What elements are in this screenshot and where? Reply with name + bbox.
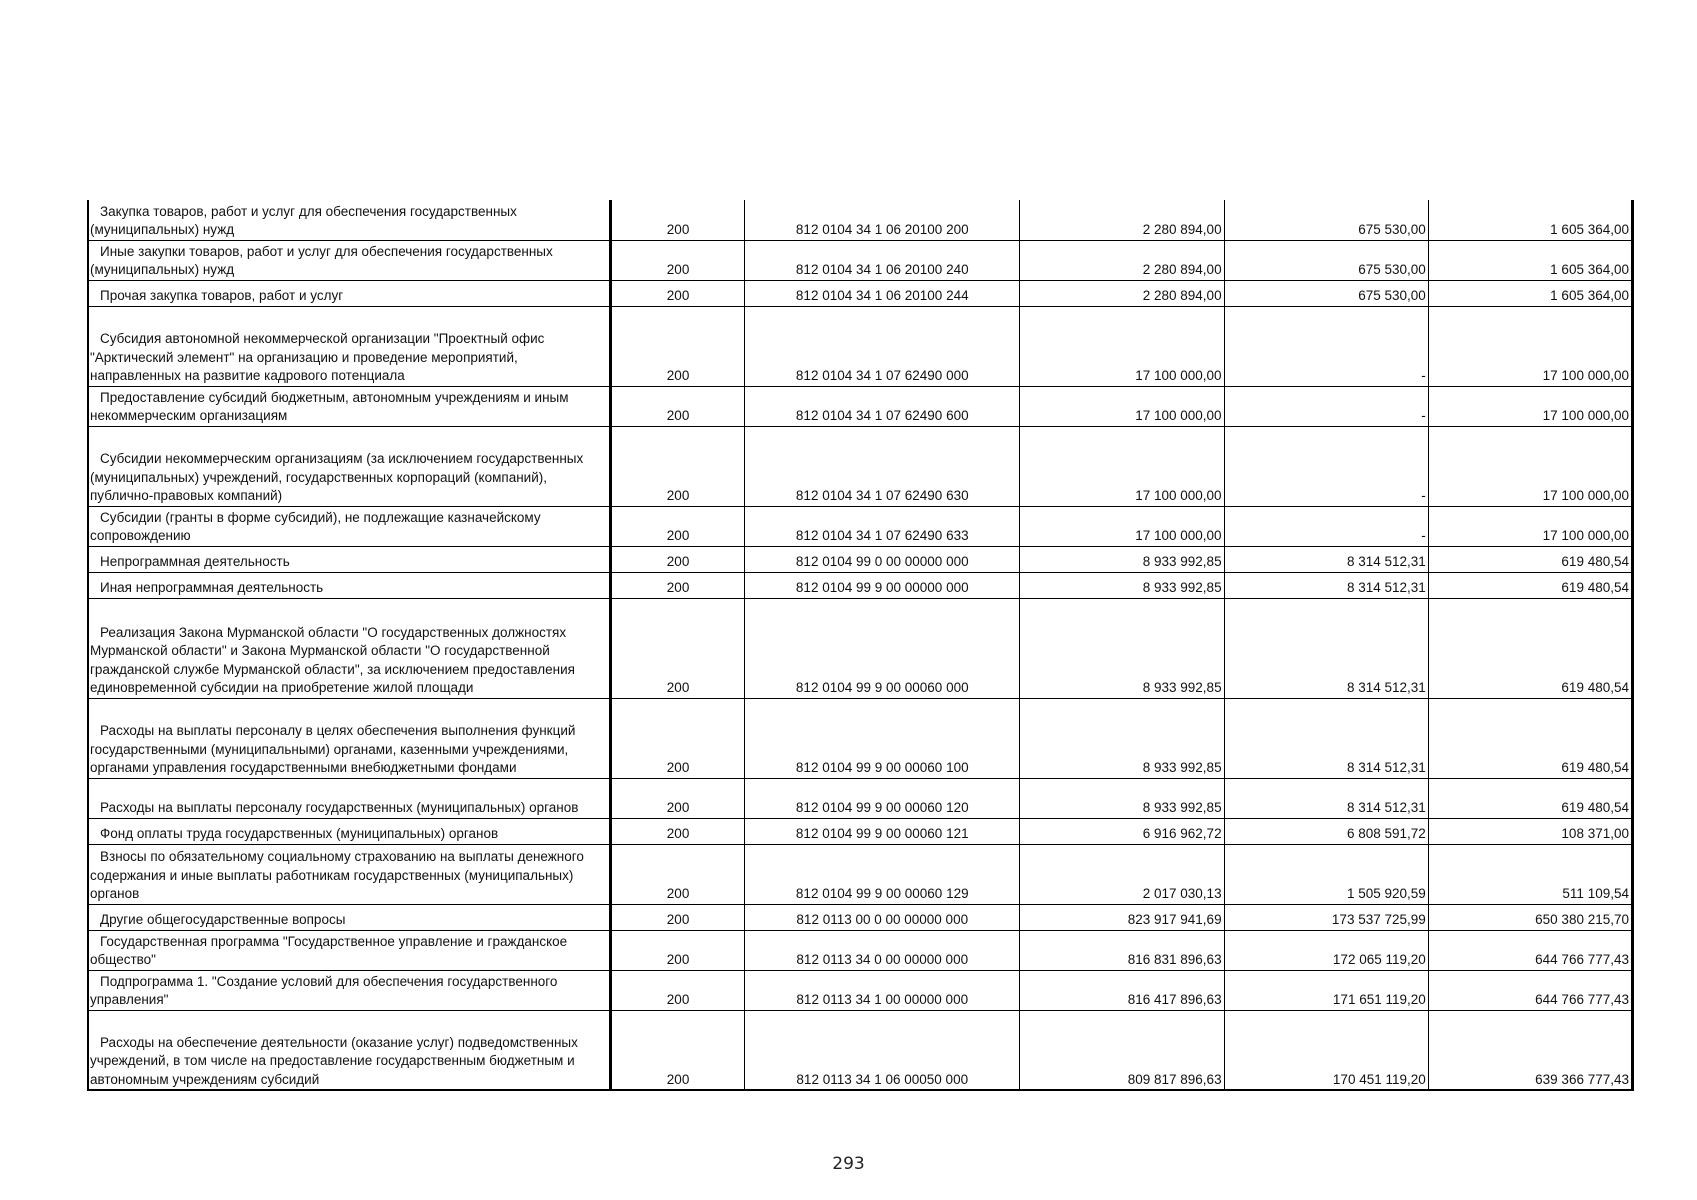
row-unexecuted-cell: 17 100 000,00 xyxy=(1428,306,1632,386)
table-row xyxy=(88,546,1633,572)
row-approved-cell: 8 933 992,85 xyxy=(1020,546,1224,572)
row-executed-cell: - xyxy=(1224,306,1428,386)
row-approved-cell: 8 933 992,85 xyxy=(1020,698,1224,778)
row-kbk-cell: 812 0113 00 0 00 00000 000 xyxy=(745,904,1020,930)
row-kbk-cell: 812 0104 99 9 00 00060 100 xyxy=(745,698,1020,778)
row-executed-cell: 675 530,00 xyxy=(1224,280,1428,306)
row-code-cell: 200 xyxy=(611,1010,745,1090)
row-code-cell: 200 xyxy=(611,970,745,1010)
row-approved-cell: 17 100 000,00 xyxy=(1020,386,1224,426)
row-code-cell: 200 xyxy=(611,598,745,698)
row-code-cell: 200 xyxy=(611,426,745,506)
row-kbk-cell: 812 0104 34 1 07 62490 630 xyxy=(745,426,1020,506)
row-kbk-cell: 812 0104 34 1 06 20100 240 xyxy=(745,240,1020,280)
row-executed-cell: 1 505 920,59 xyxy=(1224,844,1428,904)
row-name-text: Субсидия автономной некоммерческой организации "Проектный офис "Арктический элемент" на организацию и проведение мероприятий, направленных на развитие кадрового потенциала xyxy=(90,331,545,383)
row-executed-cell: 172 065 119,20 xyxy=(1224,930,1428,970)
table-row xyxy=(88,200,1633,240)
row-approved-cell: 2 017 030,13 xyxy=(1020,844,1224,904)
row-name-cell xyxy=(88,426,611,506)
table-row xyxy=(88,904,1633,930)
row-unexecuted-cell: 17 100 000,00 xyxy=(1428,506,1632,546)
row-executed-cell: 8 314 512,31 xyxy=(1224,572,1428,598)
table-row xyxy=(88,280,1633,306)
row-unexecuted-cell: 639 366 777,43 xyxy=(1428,1010,1632,1090)
row-executed-cell: 8 314 512,31 xyxy=(1224,598,1428,698)
row-unexecuted-cell: 108 371,00 xyxy=(1428,818,1632,844)
row-name-cell xyxy=(88,930,611,970)
row-approved-cell: 6 916 962,72 xyxy=(1020,818,1224,844)
row-code-cell: 200 xyxy=(611,506,745,546)
table-row xyxy=(88,426,1633,506)
row-code-cell: 200 xyxy=(611,200,745,240)
row-kbk-cell: 812 0104 99 9 00 00060 000 xyxy=(745,598,1020,698)
row-name-cell xyxy=(88,818,611,844)
row-name-text: Субсидии (гранты в форме субсидий), не подлежащие казначейскому сопровождению xyxy=(90,509,541,543)
row-executed-cell: 8 314 512,31 xyxy=(1224,778,1428,818)
row-kbk-cell: 812 0104 99 9 00 00060 120 xyxy=(745,778,1020,818)
row-kbk-cell: 812 0104 34 1 06 20100 244 xyxy=(745,280,1020,306)
row-kbk-cell: 812 0113 34 1 00 00000 000 xyxy=(745,970,1020,1010)
row-approved-cell: 2 280 894,00 xyxy=(1020,200,1224,240)
row-kbk-cell: 812 0104 99 9 00 00060 129 xyxy=(745,844,1020,904)
row-approved-cell: 17 100 000,00 xyxy=(1020,426,1224,506)
row-unexecuted-cell: 511 109,54 xyxy=(1428,844,1632,904)
row-kbk-cell: 812 0104 34 1 06 20100 200 xyxy=(745,200,1020,240)
row-code-cell: 200 xyxy=(611,546,745,572)
row-name-text: Фонд оплаты труда государственных (муниципальных) органов xyxy=(100,826,499,841)
row-code-cell: 200 xyxy=(611,930,745,970)
row-kbk-cell: 812 0113 34 0 00 00000 000 xyxy=(745,930,1020,970)
row-name-cell xyxy=(88,778,611,818)
row-name-cell xyxy=(88,506,611,546)
table-row xyxy=(88,386,1633,426)
table-row xyxy=(88,240,1633,280)
row-name-text: Прочая закупка товаров, работ и услуг xyxy=(100,288,344,303)
row-code-cell: 200 xyxy=(611,572,745,598)
row-name-text: Иная непрограммная деятельность xyxy=(100,580,324,595)
row-executed-cell: - xyxy=(1224,426,1428,506)
row-kbk-cell: 812 0104 99 9 00 00000 000 xyxy=(745,572,1020,598)
row-unexecuted-cell: 619 480,54 xyxy=(1428,546,1632,572)
row-name-cell xyxy=(88,546,611,572)
row-code-cell: 200 xyxy=(611,844,745,904)
row-name-cell xyxy=(88,698,611,778)
row-name-text: Расходы на выплаты персоналу государственных (муниципальных) органов xyxy=(100,800,579,815)
row-code-cell: 200 xyxy=(611,280,745,306)
row-unexecuted-cell: 619 480,54 xyxy=(1428,698,1632,778)
row-kbk-cell: 812 0104 99 0 00 00000 000 xyxy=(745,546,1020,572)
row-name-text: Субсидии некоммерческим организациям (за исключением государственных (муниципальных) учреждений, государственных корпораций (компаний), публично-правовых компаний) xyxy=(90,451,584,503)
row-name-text: Непрограммная деятельность xyxy=(100,554,290,569)
row-name-text: Закупка товаров, работ и услуг для обеспечения государственных (муниципальных) нужд xyxy=(90,203,517,237)
row-name-text: Государственная программа "Государственное управление и гражданское общество" xyxy=(90,933,568,967)
row-name-cell xyxy=(88,598,611,698)
row-unexecuted-cell: 17 100 000,00 xyxy=(1428,386,1632,426)
table-row xyxy=(88,818,1633,844)
row-executed-cell: 8 314 512,31 xyxy=(1224,546,1428,572)
row-kbk-cell: 812 0104 34 1 07 62490 633 xyxy=(745,506,1020,546)
row-executed-cell: 173 537 725,99 xyxy=(1224,904,1428,930)
page-number: 293 xyxy=(832,1154,865,1174)
row-executed-cell: 170 451 119,20 xyxy=(1224,1010,1428,1090)
row-name-cell xyxy=(88,572,611,598)
row-unexecuted-cell: 619 480,54 xyxy=(1428,598,1632,698)
row-name-text: Взносы по обязательному социальному страхованию на выплаты денежного содержания и иные выплаты работникам государственных (муниципальных) органов xyxy=(90,849,584,901)
row-executed-cell: - xyxy=(1224,506,1428,546)
row-name-cell xyxy=(88,386,611,426)
row-name-text: Иные закупки товаров, работ и услуг для обеспечения государственных (муниципальных) нужд xyxy=(90,243,553,277)
row-code-cell: 200 xyxy=(611,904,745,930)
row-code-cell: 200 xyxy=(611,306,745,386)
row-approved-cell: 8 933 992,85 xyxy=(1020,778,1224,818)
row-unexecuted-cell: 619 480,54 xyxy=(1428,778,1632,818)
table-row xyxy=(88,506,1633,546)
row-approved-cell: 816 831 896,63 xyxy=(1020,930,1224,970)
table-row xyxy=(88,698,1633,778)
row-executed-cell: 675 530,00 xyxy=(1224,240,1428,280)
table-row xyxy=(88,598,1633,698)
row-unexecuted-cell: 650 380 215,70 xyxy=(1428,904,1632,930)
row-approved-cell: 8 933 992,85 xyxy=(1020,572,1224,598)
row-code-cell: 200 xyxy=(611,240,745,280)
row-name-text: Другие общегосударственные вопросы xyxy=(100,912,346,927)
row-kbk-cell: 812 0113 34 1 06 00050 000 xyxy=(745,1010,1020,1090)
row-name-cell xyxy=(88,970,611,1010)
row-name-text: Предоставление субсидий бюджетным, автономным учреждениям и иным некоммерческим организациям xyxy=(90,389,569,423)
row-approved-cell: 2 280 894,00 xyxy=(1020,240,1224,280)
row-executed-cell: 8 314 512,31 xyxy=(1224,698,1428,778)
row-name-cell xyxy=(88,904,611,930)
row-approved-cell: 823 917 941,69 xyxy=(1020,904,1224,930)
table-row xyxy=(88,572,1633,598)
row-approved-cell: 17 100 000,00 xyxy=(1020,306,1224,386)
budget-execution-table xyxy=(87,200,1634,1091)
row-name-text: Подпрограмма 1. "Создание условий для обеспечения государственного управления" xyxy=(90,973,558,1007)
row-code-cell: 200 xyxy=(611,818,745,844)
row-unexecuted-cell: 644 766 777,43 xyxy=(1428,970,1632,1010)
row-name-cell xyxy=(88,280,611,306)
row-name-text: Реализация Закона Мурманской области "О государственных должностях Мурманской области" и Закона Мурманской области "О государственной гражданской службе Мурманской области", за исключением предоставления единовременной субсидии на приобретение жилой площади xyxy=(90,624,575,695)
row-name-cell xyxy=(88,306,611,386)
row-name-cell xyxy=(88,1010,611,1090)
row-approved-cell: 809 817 896,63 xyxy=(1020,1010,1224,1090)
row-approved-cell: 17 100 000,00 xyxy=(1020,506,1224,546)
row-kbk-cell: 812 0104 34 1 07 62490 000 xyxy=(745,306,1020,386)
row-executed-cell: - xyxy=(1224,386,1428,426)
row-executed-cell: 6 808 591,72 xyxy=(1224,818,1428,844)
table-row xyxy=(88,844,1633,904)
row-unexecuted-cell: 619 480,54 xyxy=(1428,572,1632,598)
row-unexecuted-cell: 1 605 364,00 xyxy=(1428,240,1632,280)
row-code-cell: 200 xyxy=(611,778,745,818)
row-unexecuted-cell: 1 605 364,00 xyxy=(1428,200,1632,240)
row-executed-cell: 171 651 119,20 xyxy=(1224,970,1428,1010)
table-row xyxy=(88,306,1633,386)
row-kbk-cell: 812 0104 34 1 07 62490 600 xyxy=(745,386,1020,426)
row-approved-cell: 816 417 896,63 xyxy=(1020,970,1224,1010)
row-approved-cell: 8 933 992,85 xyxy=(1020,598,1224,698)
row-name-cell xyxy=(88,200,611,240)
row-unexecuted-cell: 644 766 777,43 xyxy=(1428,930,1632,970)
row-name-text: Расходы на выплаты персоналу в целях обеспечения выполнения функций государственными (муниципальными) органами, казенными учреждениями, органами управления государственными внебюджетными фондами xyxy=(90,723,576,775)
row-executed-cell: 675 530,00 xyxy=(1224,200,1428,240)
row-approved-cell: 2 280 894,00 xyxy=(1020,280,1224,306)
table-row xyxy=(88,970,1633,1010)
table-row xyxy=(88,778,1633,818)
table-row xyxy=(88,1010,1633,1090)
table-row xyxy=(88,930,1633,970)
row-name-text: Расходы на обеспечение деятельности (оказание услуг) подведомственных учреждений, в том числе на предоставление государственным бюджетным и автономным учреждениям субсидий xyxy=(90,1034,578,1087)
row-name-cell xyxy=(88,240,611,280)
table-body xyxy=(88,200,1633,1090)
row-unexecuted-cell: 1 605 364,00 xyxy=(1428,280,1632,306)
row-unexecuted-cell: 17 100 000,00 xyxy=(1428,426,1632,506)
row-code-cell: 200 xyxy=(611,698,745,778)
row-kbk-cell: 812 0104 99 9 00 00060 121 xyxy=(745,818,1020,844)
row-name-cell xyxy=(88,844,611,904)
row-code-cell: 200 xyxy=(611,386,745,426)
